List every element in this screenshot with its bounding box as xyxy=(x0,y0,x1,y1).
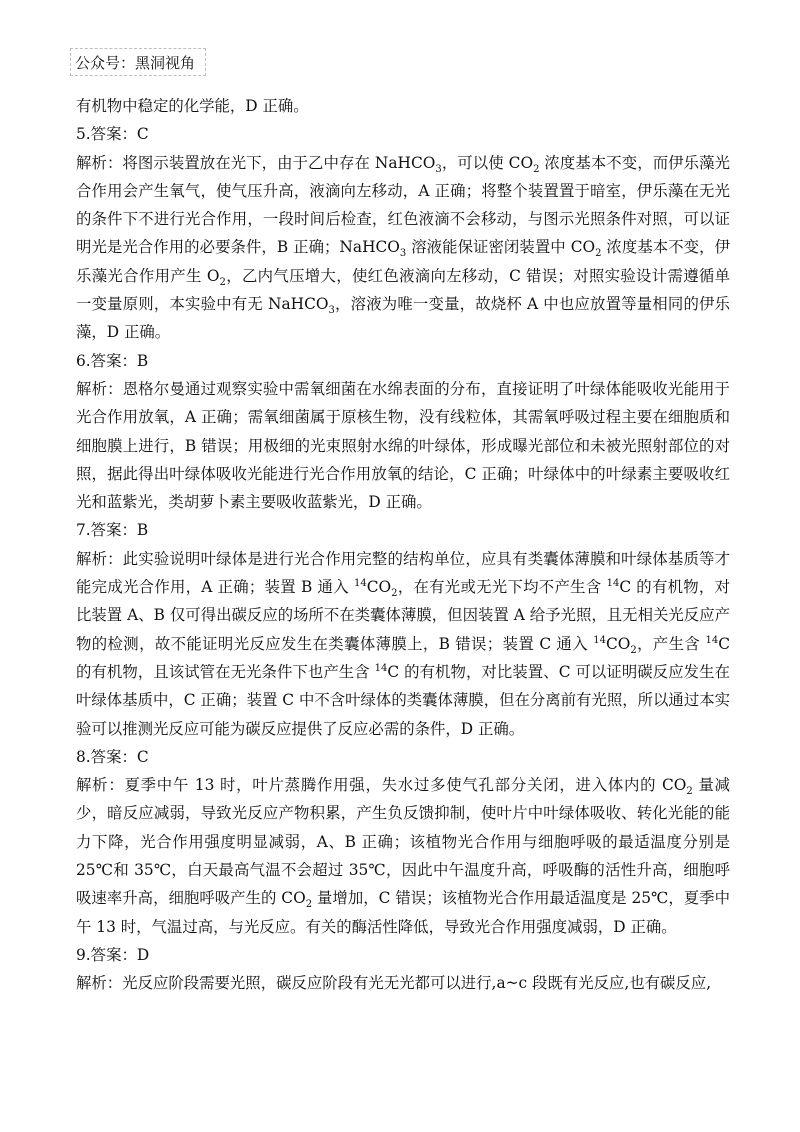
explanation-paragraph: 解析：光反应阶段需要光照，碳反应阶段有光无光都可以进行,a~c 段既有光反应,也有碳反应, xyxy=(76,974,712,993)
explanation-paragraph: 解析：将图示装置放在光下，由于乙中存在 NaHCO$_3$，可以使 $CO_2$ 浓度基本不变，而伊乐藻光合作用会产生氧气，使气压升高，液滴向左移动，A 正确；将整个装置置于暗室，伊乐藻在无光的条件下不进行光合作用，一段时间后检查，红色液滴不会移动，与图示光照条件对照，可以证明光是光合作用的必要条件，B 正确；NaHCO$_3$ 溶液能保证密闭装置中 $CO_2$ 浓度基本不变，伊乐藻光合作用产生 $O_2$，乙内气压增大，使红色液滴向左移动，C 错误；对照实验设计需遵循单一变量原则，本实验中有无 NaHCO$_3$，溶液为唯一变量，故烧杯 A 中也应放置等量相同的伊乐藻，D 正确。 xyxy=(76,153,731,342)
answer-heading: 5.答案：C xyxy=(76,125,149,144)
answer-heading: 9.答案：D xyxy=(76,945,150,964)
text-line: 有机物中稳定的化学能，D 正确。 xyxy=(76,97,309,115)
answer-heading: 8.答案：C xyxy=(76,747,149,766)
explanation-paragraph: 解析：恩格尔曼通过观察实验中需氧细菌在水绵表面的分布，直接证明了叶绿体能吸收光能用于光合作用放氧，A 正确；需氧细菌属于原核生物，没有线粒体，其需氧呼吸过程主要在细胞质和细胞膜上进行，B 错误；用极细的光束照射水绵的叶绿体，形成曝光部位和未被光照射部位的对照，据此得出叶绿体吸收光能进行光合作用放氧的结论，C 正确；叶绿体中的叶绿素主要吸收红光和蓝紫光，类胡萝卜素主要吸收蓝紫光，D 正确。 xyxy=(76,379,730,512)
answer-document xyxy=(76,92,730,998)
explanation-paragraph: 解析：夏季中午 13 时，叶片蒸腾作用强，失水过多使气孔部分关闭，进入体内的 $CO_2$ 量减少，暗反应减弱，导致光反应产物积累，产生负反馈抑制，使叶片中叶绿体吸收、转化光能的能力下降，光合作用强度明显减弱，A、B 正确；该植物光合作用与细胞呼吸的最适温度分别是 25℃和 35℃，白天最高气温不会超过 35℃，因此中午温度升高，呼吸酶的活性升高，细胞呼吸速率升高，细胞呼吸产生的 $CO_2$ 量增加，C 错误；该植物光合作用最适温度是 25℃，夏季中午 13 时，气温过高，与光反应。有关的酶活性降低，导致光合作用强度减弱，D 正确。 xyxy=(76,776,730,936)
explanation-paragraph: 解析：此实验说明叶绿体是进行光合作用完整的结构单位，应具有类囊体薄膜和叶绿体基质等才能完成光合作用，A 正确；装置 B 通入 $^{14}CO_2$，在有光或无光下均不产生含 $^{14}$C 的有机物，对比装置 A、B 仅可得出碳反应的场所不在类囊体薄膜，但因装置 A 给予光照，且无相关光反应产物的检测，故不能证明光反应发生在类囊体薄膜上，B 错误；装置 C 通入 $^{14}CO_2$，产生含 $^{14}$C 的有机物，且该试管在无光条件下也产生含 $^{14}$C 的有机物，对比装置、C 可以证明碳反应发生在叶绿体基质中，C 正确；装置 C 中不含叶绿体的类囊体薄膜，但在分离前有光照，所以通过本实验可以推测光反应可能为碳反应提供了反应必需的条件，D 正确。 xyxy=(76,549,730,738)
answer-heading: 7.答案：B xyxy=(76,521,149,540)
answer-heading: 6.答案：B xyxy=(76,351,149,370)
watermark-label: 公众号：黑洞视角 xyxy=(70,48,206,76)
